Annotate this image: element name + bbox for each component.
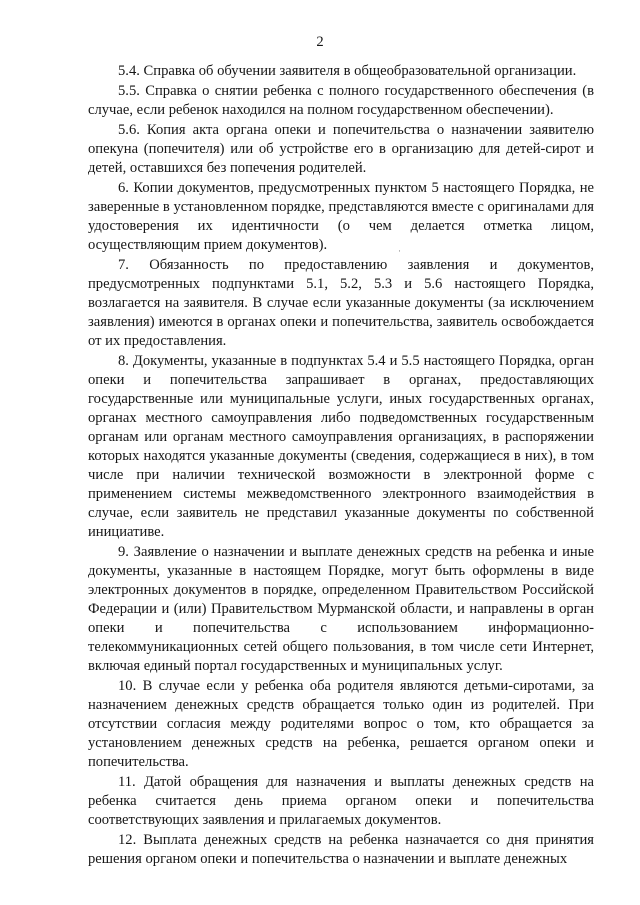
page-number: 2 [316, 34, 324, 50]
paragraph-9: 9. Заявление о назначении и выплате денежных средств на ребенка и иные документы, указанные в настоящем Порядке, могут быть оформлены в виде электронных документов в порядке, определенном Правительством Российской Федерации и (или) Правительством Мурманской области, и направлены в орган опеки и попечительства с использованием информационно-телекоммуникационных сетей общего пользования, в том числе сети Интернет, включая единый портал государственных и муниципальных услуг. [88, 544, 594, 674]
scan-speck: · [398, 246, 401, 256]
paragraph-12: 12. Выплата денежных средств на ребенка назначается со дня принятия решения органом опеки и попечительства о назначении и выплате денежных [88, 832, 594, 867]
paragraph-5-5: 5.5. Справка о снятии ребенка с полного государственного обеспечения (в случае, если ребенок находился на полном государственном обеспечении). [88, 83, 594, 118]
paragraph-5-4: 5.4. Справка об обучении заявителя в общеобразовательной организации. [118, 63, 577, 79]
paragraph-5-6: 5.6. Копия акта органа опеки и попечительства о назначении заявителю опекуна (попечителя) или об устройстве его в организацию для детей-сирот и детей, оставшихся без попечения родителей. [88, 122, 594, 176]
paragraph-7: 7. Обязанность по предоставлению заявления и документов, предусмотренных подпунктами 5.1, 5.2, 5.3 и 5.6 настоящего Порядка, возлагается на заявителя. В случае если указанные документы (за исключением заявления) имеются в органах опеки и попечительства, заявитель освобождается от их предоставления. [88, 257, 594, 349]
paragraph-8: 8. Документы, указанные в подпунктах 5.4 и 5.5 настоящего Порядка, орган опеки и попечительства запрашивает в органах, предоставляющих государственные или муниципальные услуги, иных государственных органах, органах местного самоуправления либо подведомственных государственным органам или органам местного самоуправления организациях, в распоряжении которых находятся указанные документы (сведения, содержащиеся в них), в том числе при наличии технической возможности в электронной форме с применением системы межведомственного электронного взаимодействия в случае, если заявитель не представил указанные документы по собственной инициативе. [88, 353, 594, 540]
document-body [88, 62, 594, 869]
paragraph-6: 6. Копии документов, предусмотренных пунктом 5 настоящего Порядка, не заверенные в установленном порядке, представляются вместе с оригиналами для удостоверения их идентичности (о чем делается отметка лицом, осуществляющим прием документов). [88, 180, 594, 253]
paragraph-11: 11. Датой обращения для назначения и выплаты денежных средств на ребенка считается день приема органом опеки и попечительства соответствующих заявления и прилагаемых документов. [88, 774, 594, 828]
paragraph-10: 10. В случае если у ребенка оба родителя являются детьми-сиротами, за назначением денежных средств обращается только один из родителей. При отсутствии согласия между родителями вопрос о том, кто обращается за установлением денежных средств на ребенка, решается органом опеки и попечительства. [88, 678, 594, 770]
